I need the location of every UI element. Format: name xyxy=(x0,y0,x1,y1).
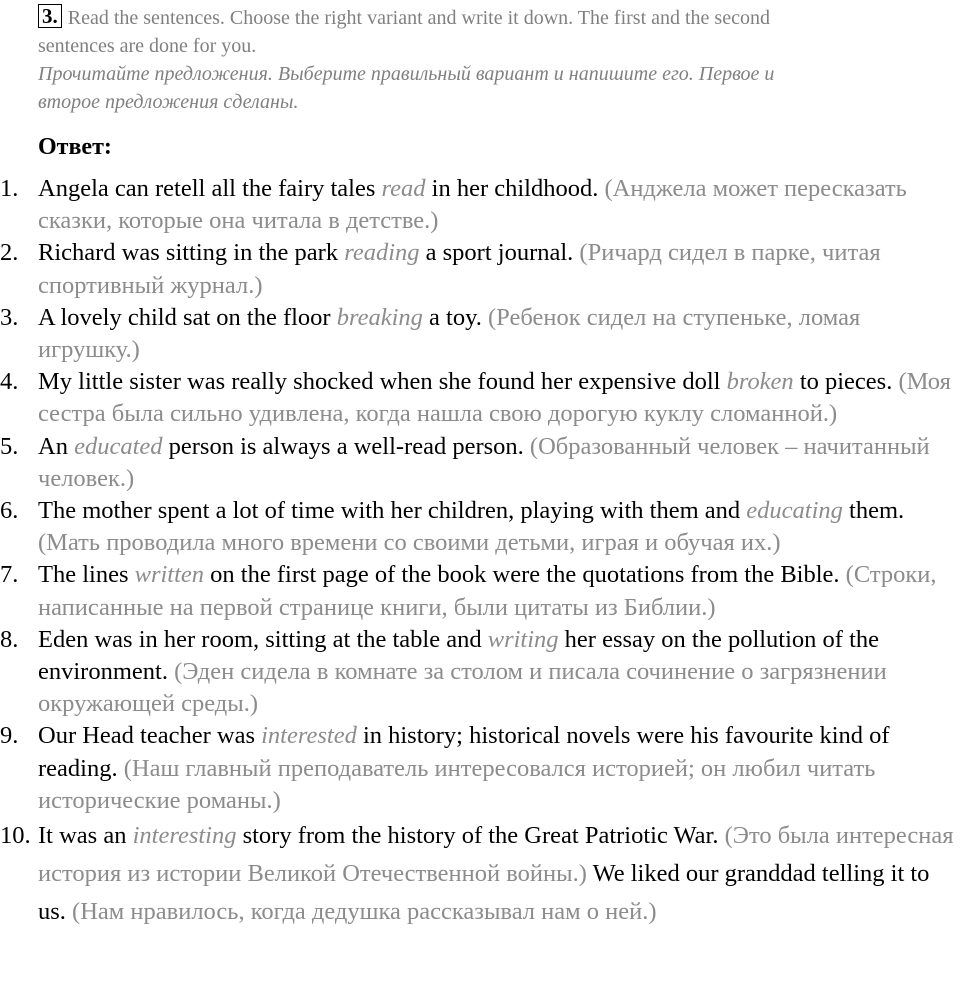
task-instructions xyxy=(38,4,938,116)
item-number: 5. xyxy=(0,432,19,460)
sentence-text: An xyxy=(38,432,75,460)
sentence-text: in her childhood. xyxy=(425,175,605,202)
instruction-ru-1: Прочитайте предложения. Выберите правильный вариант и напишите его. Первое и xyxy=(38,63,775,85)
sentence-text: story from the history of the Great Patriotic War. xyxy=(236,822,725,850)
sentence-text: Angela can retell all the fairy tales xyxy=(38,175,382,202)
list-item xyxy=(0,495,960,559)
sentence-text: her essay on the pollution of the environment. xyxy=(38,625,880,686)
translation-text: (Это была интересная история из истории Великой Отечественной войны.) xyxy=(38,822,954,888)
answer-word: written xyxy=(134,561,205,589)
sentence-text: It was an xyxy=(38,822,133,850)
translation-text: (Анджела может пересказать сказки, которые она читала в детстве.) xyxy=(38,175,907,235)
task-line-en-1 xyxy=(38,4,938,32)
instruction-ru-2: второе предложения сделаны. xyxy=(38,91,299,113)
item-number: 10. xyxy=(0,822,31,850)
task-number: 3. xyxy=(38,4,62,28)
sentence-text: My little sister was really shocked when she found her expensive doll xyxy=(38,368,727,396)
sentence-text: a toy. xyxy=(422,303,488,331)
sentence-text: a sport journal. xyxy=(419,239,580,267)
item-number: 7. xyxy=(0,561,19,589)
answer-heading: Ответ: xyxy=(38,134,112,160)
answer-word: educated xyxy=(74,432,163,460)
translation-text: (Строки, написанные на первой странице книги, были цитаты из Библии.) xyxy=(38,561,937,621)
sentence-text: on the first page of the book were the quotations from the Bible. xyxy=(204,561,846,589)
list-item xyxy=(0,366,960,430)
list-item xyxy=(0,720,960,817)
item-number: 6. xyxy=(0,497,19,525)
answer-word: interested xyxy=(261,722,357,750)
translation-text: (Моя сестра была сильно удивлена, когда нашла свою дорогую куклу сломанной.) xyxy=(38,368,951,428)
item-number: 1. xyxy=(0,175,19,202)
translation-text: (Образованный человек – начитанный человек.) xyxy=(38,432,930,492)
answer-word: writing xyxy=(487,625,559,653)
extra-translation-text: (Нам нравилось, когда дедушка рассказывал нам о ней.) xyxy=(72,898,657,926)
list-item xyxy=(0,559,960,623)
sentence-text: Eden was in her room, sitting at the table and xyxy=(38,625,488,653)
list-item xyxy=(0,624,960,721)
sentence-text: The mother spent a lot of time with her children, playing with them and xyxy=(38,497,747,525)
list-item xyxy=(0,302,960,366)
item-number: 3. xyxy=(0,303,19,331)
sentence-text: Richard was sitting in the park xyxy=(38,239,345,267)
item-number: 4. xyxy=(0,368,19,396)
instruction-en-2: sentences are done for you. xyxy=(38,35,257,57)
answer-word: broken xyxy=(726,368,794,396)
answer-word: breaking xyxy=(336,303,423,331)
item-number: 8. xyxy=(0,625,19,653)
item-number: 2. xyxy=(0,239,19,267)
extra-sentence-text: We liked our granddad telling it to us. xyxy=(38,860,930,926)
translation-text: (Мать проводила много времени со своими детьми, играя и обучая их.) xyxy=(38,529,781,557)
list-item xyxy=(0,431,960,495)
translation-text: (Ребенок сидел на ступеньке, ломая игрушку.) xyxy=(38,303,861,364)
answer-list xyxy=(0,173,960,931)
list-item xyxy=(0,817,960,931)
sentence-text: to pieces. xyxy=(793,368,899,396)
sentence-text: The lines xyxy=(38,561,135,589)
sentence-text: person is always a well-read person. xyxy=(162,432,530,460)
answer-word: interesting xyxy=(132,822,237,850)
item-number: 9. xyxy=(0,722,19,750)
sentence-text: in history; historical novels were his favourite kind of reading. xyxy=(38,722,890,782)
list-item xyxy=(0,173,960,237)
list-item xyxy=(0,237,960,301)
sentence-text: Our Head teacher was xyxy=(38,722,262,750)
translation-text: (Эден сидела в комнате за столом и писала сочинение о загрязнении окружающей среды.) xyxy=(38,658,887,718)
sentence-text: A lovely child sat on the floor xyxy=(38,303,337,331)
translation-text: (Наш главный преподаватель интересовался историей; он любил читать исторические романы.) xyxy=(38,754,876,814)
translation-text: (Ричард сидел в парке, читая спортивный журнал.) xyxy=(38,239,881,299)
answer-word: educating xyxy=(746,497,843,525)
answer-word: reading xyxy=(344,239,420,267)
instruction-en-1: Read the sentences. Choose the right variant and write it down. The first and the second xyxy=(67,7,770,29)
sentence-text: them. xyxy=(842,497,905,525)
answer-word: read xyxy=(381,175,426,202)
